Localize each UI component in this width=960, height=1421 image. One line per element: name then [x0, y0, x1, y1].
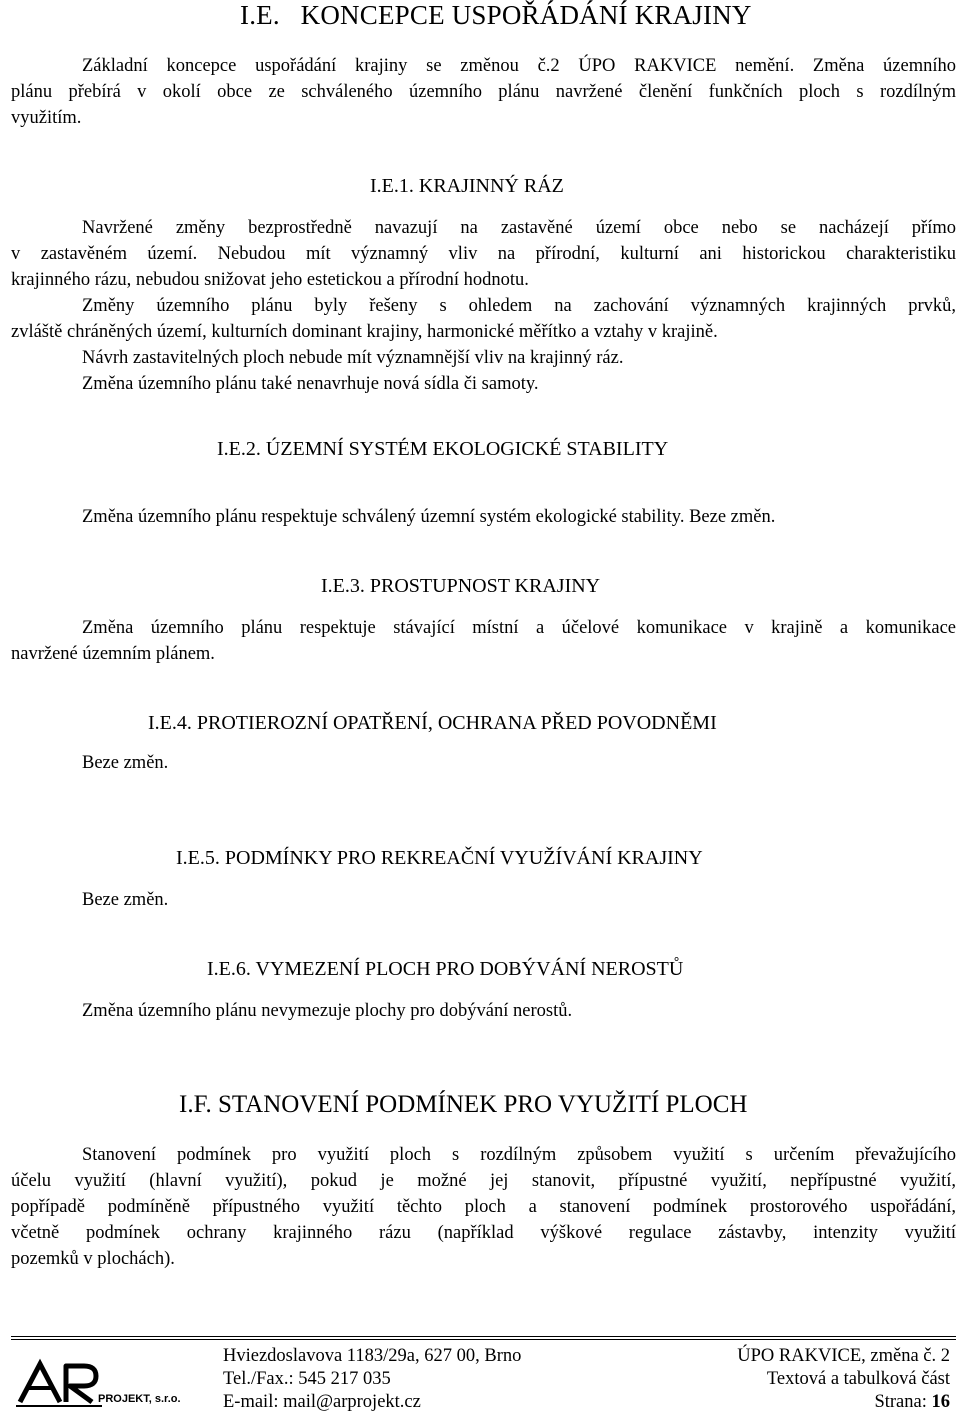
section-title	[240, 0, 752, 31]
footer-rule-top	[11, 1336, 956, 1337]
footer-doc-title: ÚPO RAKVICE, změna č. 2	[737, 1346, 950, 1366]
intro-line-3: využitím.	[11, 108, 82, 128]
footer-email	[223, 1392, 421, 1413]
intro-line-2: plánu přebírá v okolí obce ze schváleného územního plánu navržené členění funkčních ploch s rozdílným	[11, 82, 956, 102]
text-line: Navržené změny bezprostředně navazují na zastavěné území obce nebo se nacházejí přímo	[82, 218, 956, 238]
footer-rule-bottom	[11, 1339, 956, 1340]
subsection-6-text: Změna územního plánu nevymezuje plochy pro dobývání nerostů.	[82, 1001, 573, 1021]
subsection-heading-1: I.E.1. KRAJINNÝ RÁZ	[370, 175, 564, 197]
subsection-5-text: Beze změn.	[82, 890, 169, 910]
text-line: krajinného rázu, nebudou snižovat jeho estetickou a přírodní hodnotu.	[11, 270, 529, 290]
text-line: Stanovení podmínek pro využití ploch s rozdílným způsobem využití s určením převažujícího	[82, 1145, 956, 1165]
text-line: Návrh zastavitelných ploch nebude mít významnější vliv na krajinný ráz.	[82, 348, 624, 368]
section-title-text: KONCEPCE USPOŘÁDÁNÍ KRAJINY	[300, 0, 752, 30]
text-line: Změna územního plánu respektuje stávající místní a účelové komunikace v krajině a komunikace	[82, 618, 956, 638]
page-number: 16	[931, 1392, 950, 1412]
page-label: Strana:	[874, 1392, 927, 1412]
footer-address: Hviezdoslavova 1183/29a, 627 00, Brno	[223, 1346, 522, 1366]
subsection-2-text: Změna územního plánu respektuje schválený územní systém ekologické stability. Beze změn.	[82, 507, 776, 527]
section-f-heading: I.F. STANOVENÍ PODMÍNEK PRO VYUŽITÍ PLOCH	[179, 1091, 748, 1118]
footer-page	[874, 1392, 950, 1413]
text-line: navržené územním plánem.	[11, 644, 215, 664]
subsection-heading-6: I.E.6. VYMEZENÍ PLOCH PRO DOBÝVÁNÍ NEROSTŮ	[207, 958, 684, 980]
intro-line-1: Základní koncepce uspořádání krajiny se změnou č.2 ÚPO RAKVICE nemění. Změna územního	[82, 56, 956, 76]
ar-logo-icon	[14, 1356, 104, 1408]
text-line: Změna územního plánu také nenavrhuje nová sídla či samoty.	[82, 374, 539, 394]
subsection-heading-3: I.E.3. PROSTUPNOST KRAJINY	[321, 575, 601, 597]
text-line: popřípadě podmíněně přípustného využití těchto ploch a stanovení podmínek prostorového uspořádání,	[11, 1197, 956, 1217]
footer-phone: Tel./Fax.: 545 217 035	[223, 1369, 391, 1389]
text-line: Změny územního plánu byly řešeny s ohledem na zachování významných krajinných prvků,	[82, 296, 956, 316]
text-line: účelu využití (hlavní využití), pokud je možné jej stanovit, přípustné využití, nepřípustné využití,	[11, 1171, 956, 1191]
subsection-4-text: Beze změn.	[82, 753, 169, 773]
section-number: I.E.	[240, 0, 280, 30]
subsection-heading-2: I.E.2. ÚZEMNÍ SYSTÉM EKOLOGICKÉ STABILITY	[217, 438, 669, 460]
email-link[interactable]: E-mail: mail@arprojekt.cz	[223, 1392, 421, 1412]
logo-text: PROJEKT, s.r.o.	[98, 1393, 181, 1405]
subsection-heading-4: I.E.4. PROTIEROZNÍ OPATŘENÍ, OCHRANA PŘED POVODNĚMI	[148, 712, 717, 734]
text-line: v zastavěném území. Nebudou mít významný vliv na přírodní, kulturní ani historickou charakteristiku	[11, 244, 956, 264]
text-line: včetně podmínek ochrany krajinného rázu (například výškové regulace zástavby, intenzity využití	[11, 1223, 956, 1243]
subsection-heading-5: I.E.5. PODMÍNKY PRO REKREAČNÍ VYUŽÍVÁNÍ KRAJINY	[176, 847, 703, 869]
footer-doc-part: Textová a tabulková část	[766, 1369, 950, 1389]
text-line: zvláště chráněných území, kulturních dominant krajiny, harmonické měřítko a vztahy v krajině.	[11, 322, 718, 342]
text-line: pozemků v plochách).	[11, 1249, 175, 1269]
